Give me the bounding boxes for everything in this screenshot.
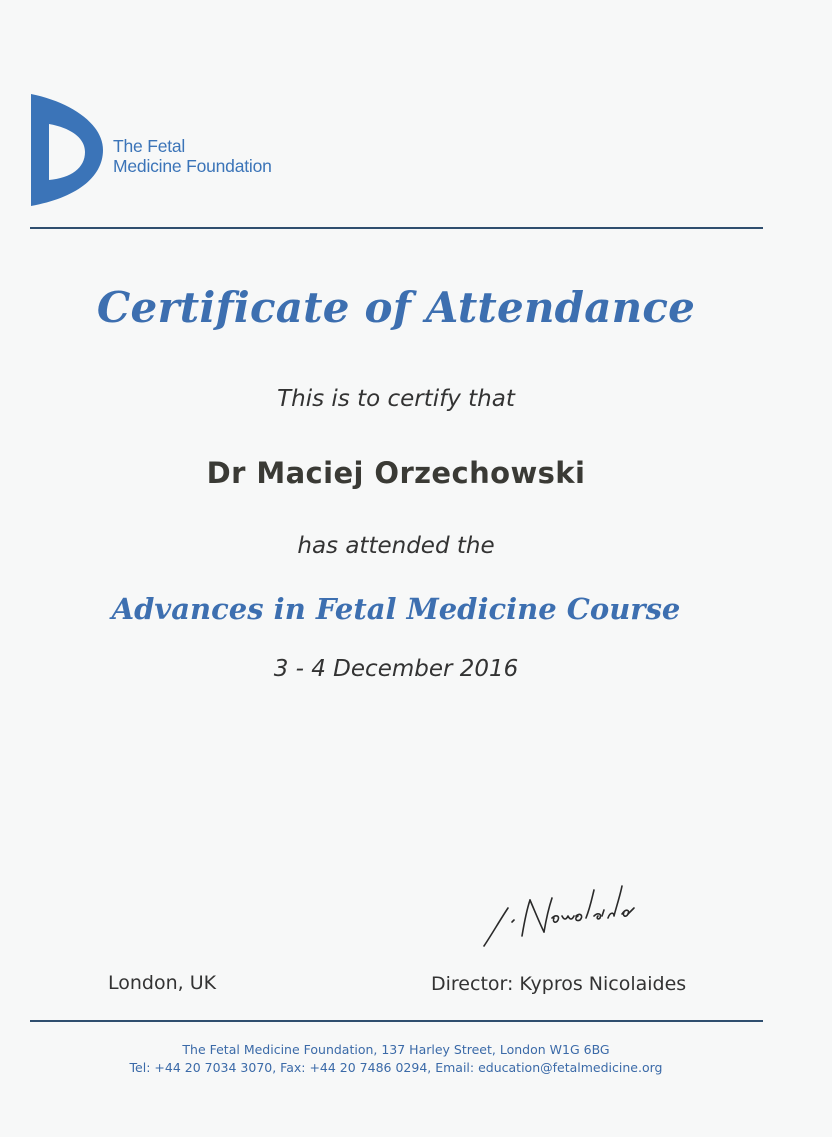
director-label: Director: Kypros Nicolaides: [431, 973, 687, 995]
attended-line: has attended the: [297, 533, 495, 559]
certify-line: This is to certify that: [277, 386, 515, 412]
course-title: Advances in Fetal Medicine Course: [111, 592, 681, 626]
director-signature: [478, 878, 638, 950]
logo-line-2: Medicine Foundation: [113, 156, 272, 176]
bottom-divider: [30, 1020, 763, 1022]
footer-contact: Tel: +44 20 7034 3070, Fax: +44 20 7486 0294, Email: education@fetalmedicine.org: [129, 1060, 663, 1075]
logo-line-1: The Fetal: [113, 136, 186, 156]
certificate-title: Certificate of Attendance: [96, 283, 696, 332]
top-divider: [30, 227, 763, 229]
footer-address: The Fetal Medicine Foundation, 137 Harley Street, London W1G 6BG: [182, 1042, 610, 1057]
foundation-logo-text: [113, 136, 272, 176]
fmf-logo-icon: [31, 94, 103, 206]
recipient-name: Dr Maciej Orzechowski: [206, 456, 586, 490]
location-label: London, UK: [108, 972, 217, 994]
course-date: 3 - 4 December 2016: [273, 656, 519, 682]
